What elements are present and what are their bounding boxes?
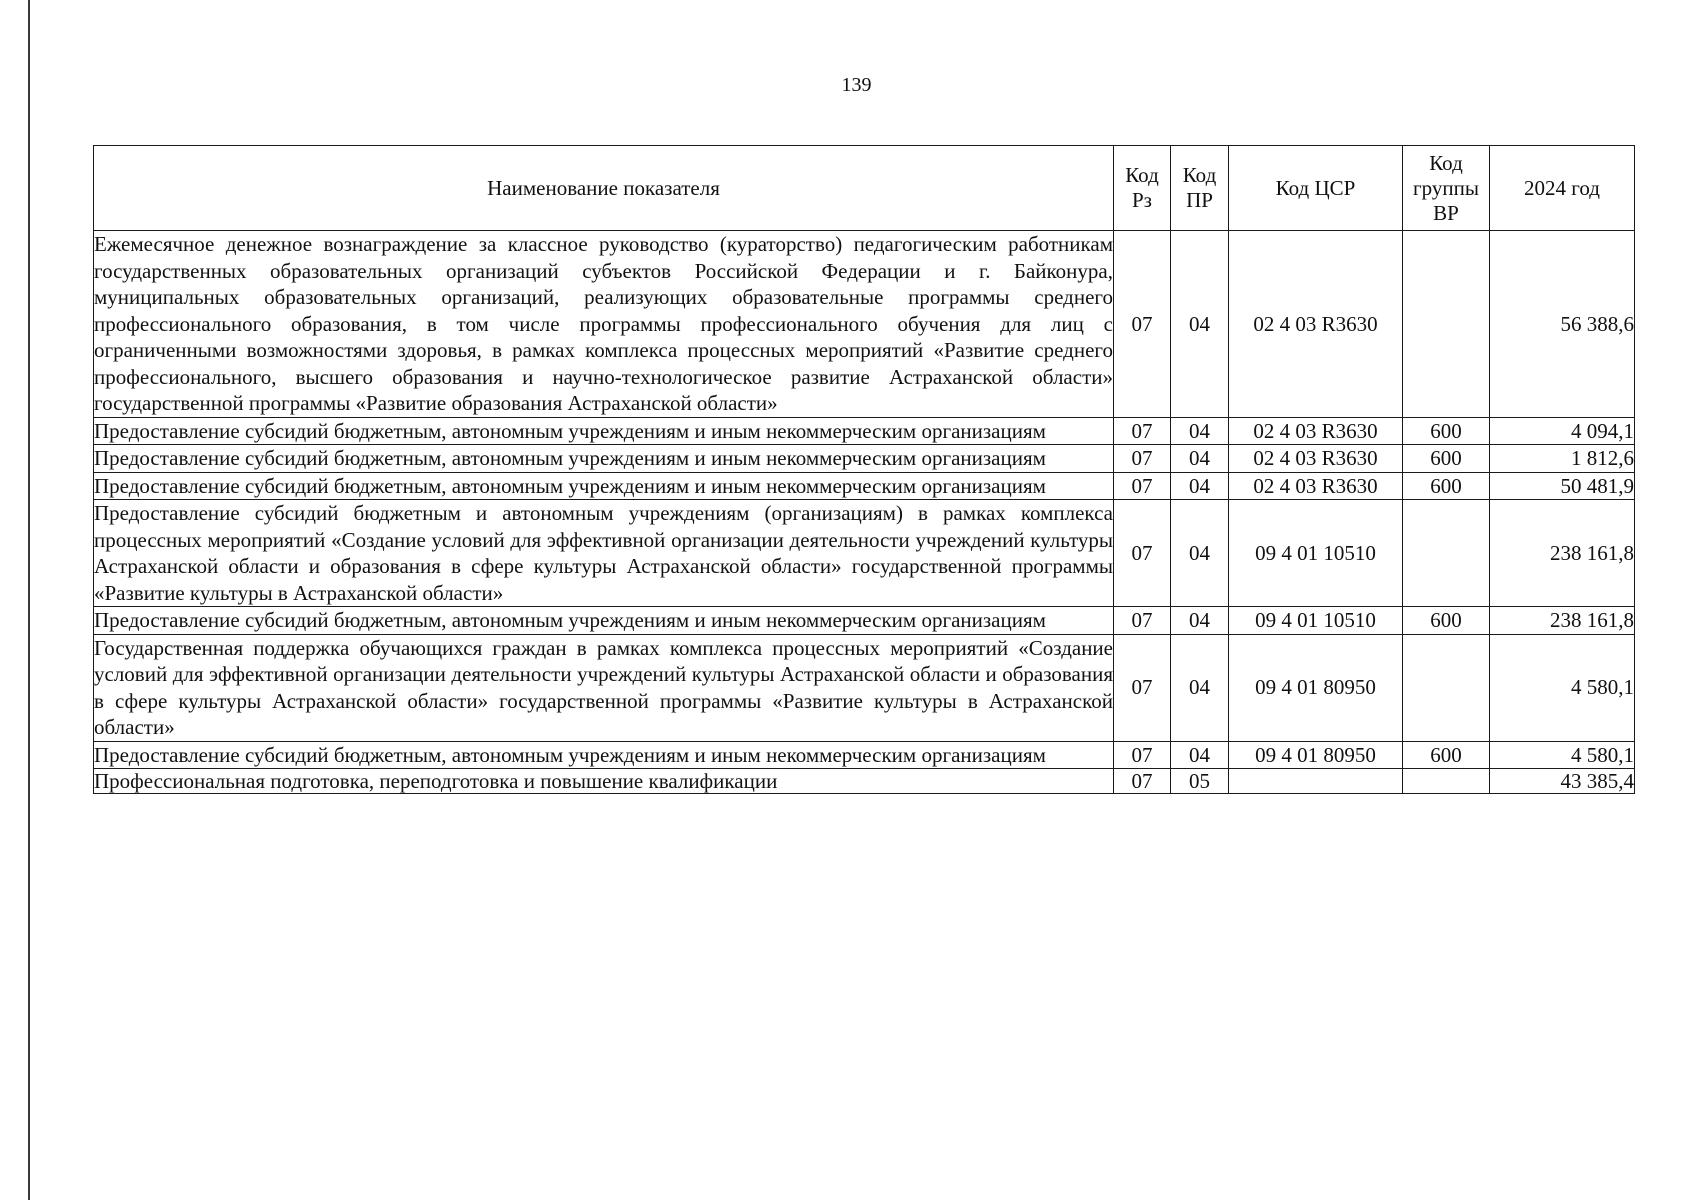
row-pr: 04 xyxy=(1171,231,1229,418)
table-header-row xyxy=(94,146,1635,231)
row-amount: 238 161,8 xyxy=(1490,500,1635,607)
row-vr xyxy=(1403,500,1490,607)
row-pr: 04 xyxy=(1171,500,1229,607)
row-vr: 600 xyxy=(1403,445,1490,473)
row-pr: 04 xyxy=(1171,741,1229,769)
row-amount: 50 481,9 xyxy=(1490,472,1635,500)
table-row xyxy=(94,741,1635,769)
row-amount: 43 385,4 xyxy=(1490,769,1635,794)
row-vr: 600 xyxy=(1403,741,1490,769)
row-pr: 04 xyxy=(1171,417,1229,445)
row-csr: 02 4 03 R3630 xyxy=(1229,231,1403,418)
row-rz: 07 xyxy=(1114,472,1171,500)
row-name: Предоставление субсидий бюджетным, автономным учреждениям и иным некоммерческим организациям xyxy=(94,607,1114,635)
page-binding-line xyxy=(28,0,30,1200)
row-amount: 4 094,1 xyxy=(1490,417,1635,445)
row-name: Предоставление субсидий бюджетным, автономным учреждениям и иным некоммерческим организациям xyxy=(94,417,1114,445)
row-csr: 09 4 01 80950 xyxy=(1229,741,1403,769)
header-rz: Код Рз xyxy=(1114,146,1171,231)
row-name: Предоставление субсидий бюджетным, автономным учреждениям и иным некоммерческим организациям xyxy=(94,472,1114,500)
table-row xyxy=(94,231,1635,418)
row-amount: 238 161,8 xyxy=(1490,607,1635,635)
table-row xyxy=(94,634,1635,741)
row-vr xyxy=(1403,769,1490,794)
header-name: Наименование показателя xyxy=(94,146,1114,231)
row-csr xyxy=(1229,769,1403,794)
budget-table xyxy=(93,145,1635,794)
row-vr: 600 xyxy=(1403,417,1490,445)
row-rz: 07 xyxy=(1114,417,1171,445)
table-row xyxy=(94,500,1635,607)
row-name: Ежемесячное денежное вознаграждение за классное руководство (кураторство) педагогическим работникам государственных образовательных организаций субъектов Российской Федерации и г. Байконура, муниципальных образовательных организаций, реализующих образовательные программы среднего профессионального образования, в том числе программы профессионального обучения для лиц с ограниченными возможностями здоровья, в рамках комплекса процессных мероприятий «Развитие среднего профессионального, высшего образования и научно-технологическое развитие Астраханской области» государственной программы «Развитие образования Астраханской области» xyxy=(94,232,1113,415)
row-rz: 07 xyxy=(1114,445,1171,473)
row-pr: 04 xyxy=(1171,472,1229,500)
page-number: 139 xyxy=(841,74,872,96)
header-year: 2024 год xyxy=(1490,146,1635,231)
table-row xyxy=(94,417,1635,445)
row-amount: 4 580,1 xyxy=(1490,634,1635,741)
table-row xyxy=(94,472,1635,500)
row-csr: 09 4 01 80950 xyxy=(1229,634,1403,741)
row-csr: 02 4 03 R3630 xyxy=(1229,472,1403,500)
row-amount: 4 580,1 xyxy=(1490,741,1635,769)
row-vr: 600 xyxy=(1403,607,1490,635)
header-pr: Код ПР xyxy=(1171,146,1229,231)
row-pr: 05 xyxy=(1171,769,1229,794)
row-rz: 07 xyxy=(1114,500,1171,607)
row-pr: 04 xyxy=(1171,445,1229,473)
table-row xyxy=(94,607,1635,635)
row-rz: 07 xyxy=(1114,634,1171,741)
row-pr: 04 xyxy=(1171,634,1229,741)
row-rz: 07 xyxy=(1114,607,1171,635)
row-name: Предоставление субсидий бюджетным, автономным учреждениям и иным некоммерческим организациям xyxy=(94,741,1114,769)
row-name: Предоставление субсидий бюджетным, автономным учреждениям и иным некоммерческим организациям xyxy=(94,445,1114,473)
row-vr: 600 xyxy=(1403,472,1490,500)
row-rz: 07 xyxy=(1114,741,1171,769)
row-amount: 56 388,6 xyxy=(1490,231,1635,418)
row-csr: 09 4 01 10510 xyxy=(1229,607,1403,635)
row-rz: 07 xyxy=(1114,231,1171,418)
header-vr: Код группы ВР xyxy=(1403,146,1490,231)
row-rz: 07 xyxy=(1114,769,1171,794)
row-csr: 02 4 03 R3630 xyxy=(1229,445,1403,473)
table-row xyxy=(94,445,1635,473)
row-vr xyxy=(1403,634,1490,741)
row-amount: 1 812,6 xyxy=(1490,445,1635,473)
header-csr: Код ЦСР xyxy=(1229,146,1403,231)
row-csr: 09 4 01 10510 xyxy=(1229,500,1403,607)
table-row xyxy=(94,769,1635,794)
row-name: Государственная поддержка обучающихся граждан в рамках комплекса процессных мероприятий «Создание условий для эффективной организации деятельности учреждений культуры Астраханской области и образования в сфере культуры Астраханской области» государственной программы «Развитие культуры в Астраханской области» xyxy=(94,635,1113,739)
row-pr: 04 xyxy=(1171,607,1229,635)
row-name: Предоставление субсидий бюджетным и автономным учреждениям (организациям) в рамках комплекса процессных мероприятий «Создание условий для эффективной организации деятельности учреждений культуры Астраханской области и образования в сфере культуры Астраханской области» государственной программы «Развитие культуры в Астраханской области» xyxy=(94,501,1113,605)
row-name: Профессиональная подготовка, переподготовка и повышение квалификации xyxy=(94,769,1114,794)
row-csr: 02 4 03 R3630 xyxy=(1229,417,1403,445)
row-vr xyxy=(1403,231,1490,418)
